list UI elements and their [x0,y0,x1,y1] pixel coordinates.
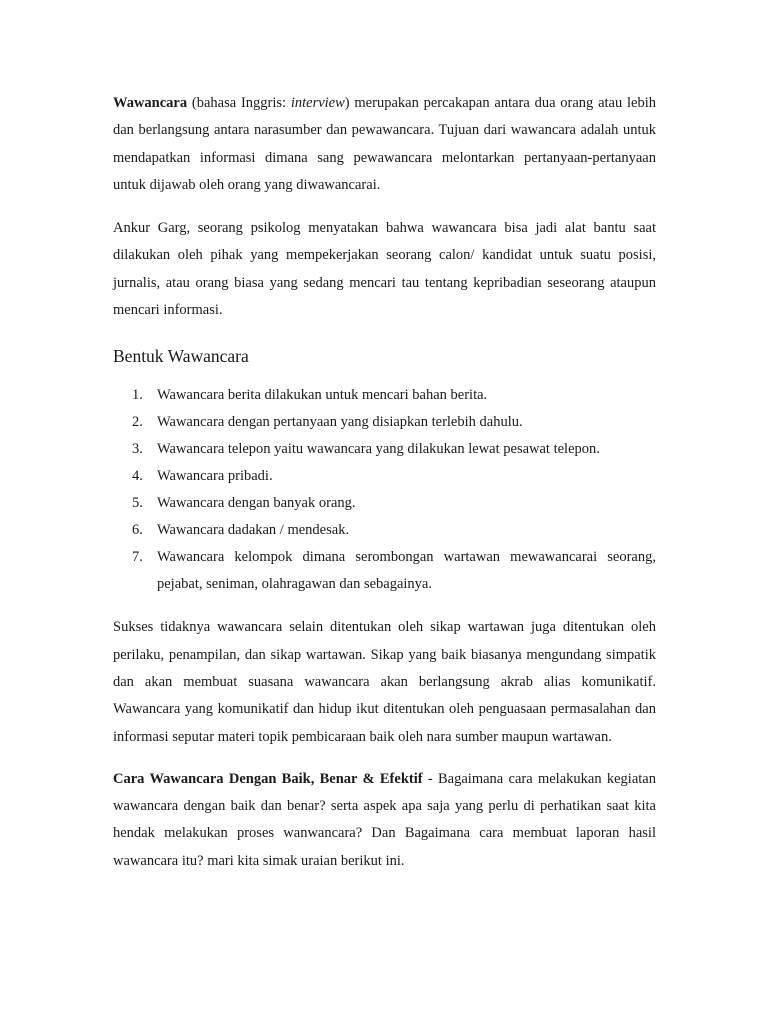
list-item-text: Wawancara dengan pertanyaan yang disiapkan terlebih dahulu. [157,414,523,431]
paragraph-success: Sukses tidaknya wawancara selain ditentukan oleh sikap wartawan juga ditentukan oleh perilaku, penampilan, dan sikap wartawan. Sikap yang baik biasanya mengundang simpatik dan akan membuat suasana wawancara akan berlangsung akrab alias komunikatif. Wawancara yang komunikatif dan hidup ikut ditentukan oleh penguasaan permasalahan dan informasi seputar materi topik pembicaraan baik oleh nara sumber maupun wartawan. [113,619,656,745]
list-item-number: 7. [132,549,143,566]
list-item-text: Wawancara kelompok dimana serombongan wartawan mewawancarai seorang, pejabat, seniman, olahragawan dan sebagainya. [157,549,656,593]
list-item-number: 1. [132,387,143,404]
list-item [132,544,656,598]
list-item-number: 4. [132,468,143,485]
list-item-text: Wawancara pribadi. [157,468,273,485]
list-item-text: Wawancara berita dilakukan untuk mencari bahan berita. [157,387,488,404]
forms-list [113,382,656,598]
paragraph-definition [113,90,656,199]
list-item-text: Wawancara dengan banyak orang. [157,495,356,512]
list-item-text: Wawancara telepon yaitu wawancara yang dilakukan lewat pesawat telepon. [157,441,600,458]
definition-text-rest: ) merupakan percakapan antara dua orang atau lebih dan berlangsung antara narasumber dan pewawancara. Tujuan dari wawancara adalah untuk mendapatkan informasi dimana sang pewawancara melontarkan pertanyaan-pertanyaan untuk dijawab oleh orang yang diwawancarai. [113,95,656,193]
list-item-number: 5. [132,495,143,512]
list-item [132,490,656,517]
term-wawancara: Wawancara [113,95,188,111]
list-item [132,409,656,436]
list-item-number: 2. [132,414,143,431]
paragraph-how-to [113,766,656,875]
list-item [132,463,656,490]
paragraph-ankur-garg: Ankur Garg, seorang psikolog menyatakan bahwa wawancara bisa jadi alat bantu saat dilakukan oleh pihak yang mempekerjakan seorang calon/ kandidat untuk suatu posisi, jurnalis, atau orang biasa yang sedang mencari tau tentang kepribadian seseorang ataupun mencari informasi. [113,220,656,319]
list-item-number: 3. [132,441,143,458]
term-interview: interview [290,95,345,111]
section-heading: Bentuk Wawancara [113,346,249,367]
list-item [132,517,656,544]
list-item-text: Wawancara dadakan / mendesak. [157,522,350,539]
definition-text-start: (bahasa Inggris: [187,95,291,111]
how-to-text: - Bagaimana cara melakukan kegiatan wawancara dengan baik dan benar? serta aspek apa saja yang perlu di perhatikan saat kita hendak melakukan proses wanwancara? Dan Bagaimana cara membuat laporan hasil wawancara itu? mari kita simak uraian berikut ini. [113,770,656,869]
how-to-title: Cara Wawancara Dengan Baik, Benar & Efektif [113,770,423,787]
document-page [113,90,656,875]
list-item [132,382,656,409]
list-item-number: 6. [132,522,143,539]
list-item [132,436,656,463]
